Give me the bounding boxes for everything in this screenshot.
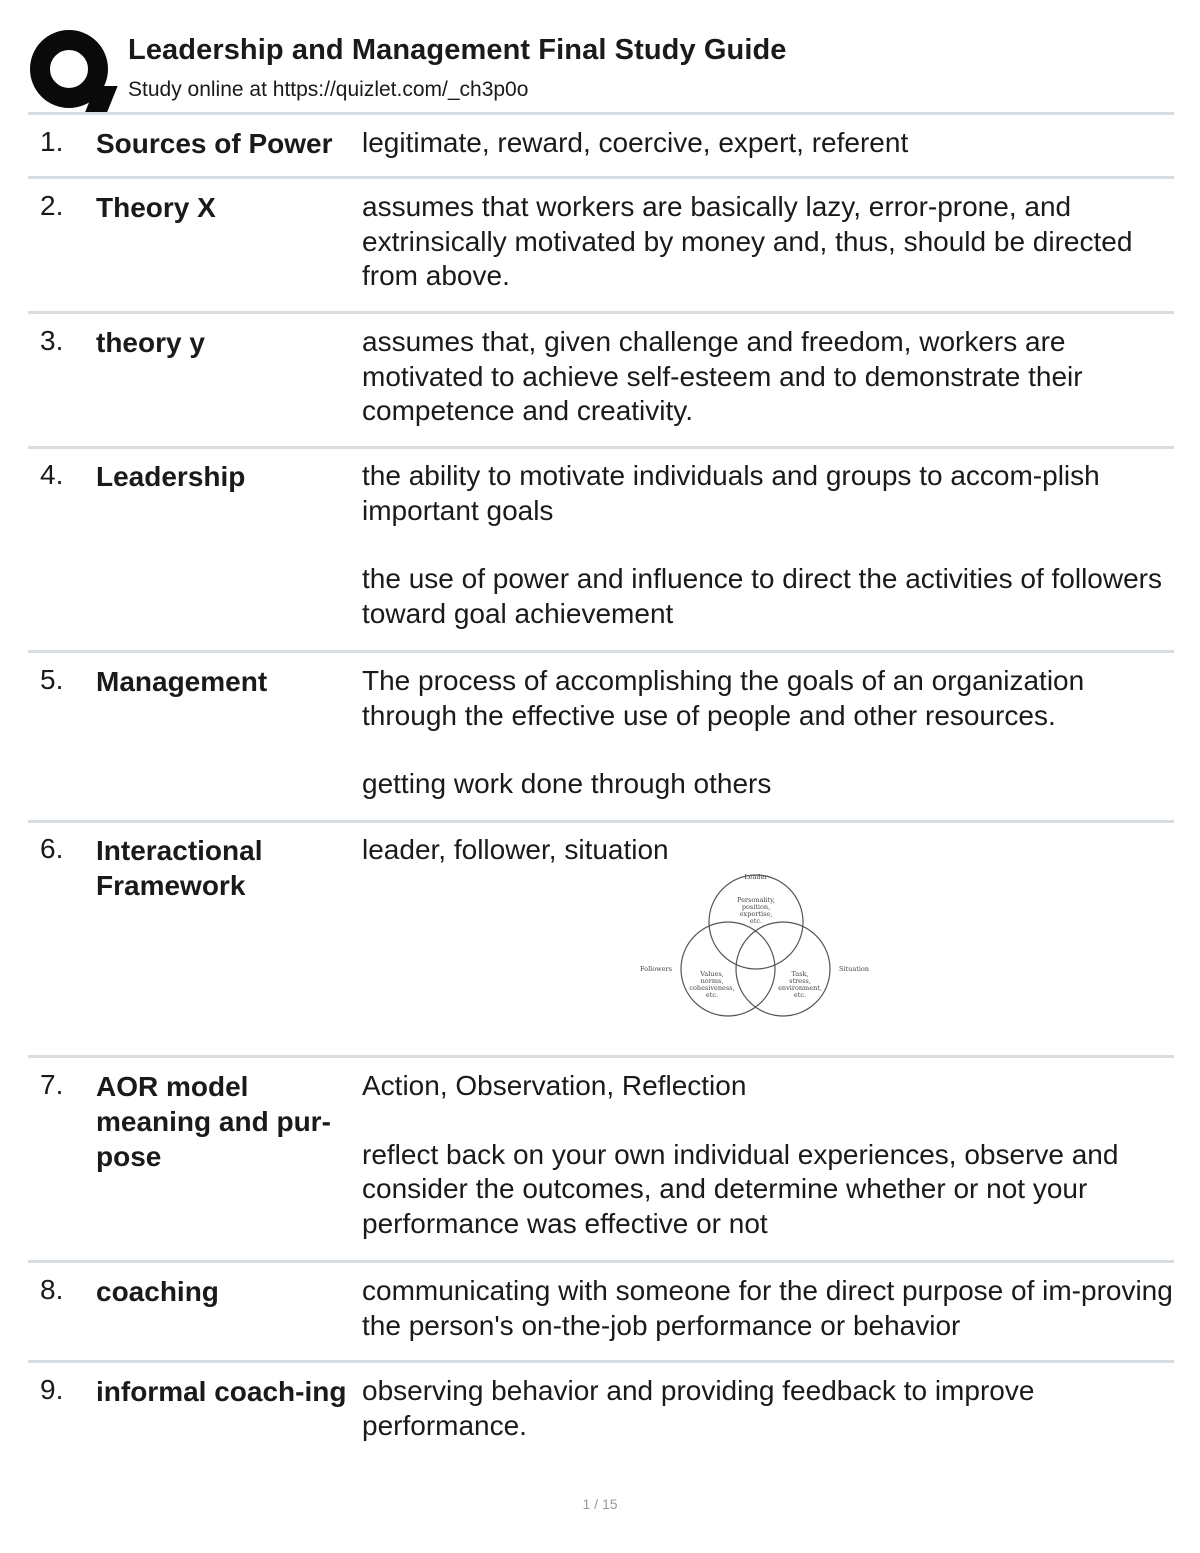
followers-text: Values, (700, 970, 724, 978)
definition-text: leader, follower, situation (362, 834, 669, 865)
entry-number: 2. (40, 190, 64, 221)
entry-number: 8. (40, 1274, 64, 1305)
entry-definition (362, 459, 1174, 631)
entry-definition (362, 126, 1174, 161)
entry-divider (28, 820, 1174, 823)
definition-text: assumes that, given challenge and freedom, workers are motivated to achieve self-esteem and to demonstrate their competence and creativity. (362, 326, 1083, 426)
document-header (28, 26, 1174, 114)
entry-definition (362, 325, 1174, 429)
entry-number: 4. (40, 459, 64, 490)
entry-definition (362, 190, 1174, 294)
entry-definition (362, 833, 1174, 868)
entry-term: Theory X (96, 192, 216, 223)
definition-text: getting work done through others (362, 768, 772, 799)
definition-text: legitimate, reward, coercive, expert, referent (362, 127, 909, 158)
interactional-framework-diagram (610, 868, 880, 1028)
entry-divider (28, 311, 1174, 314)
entry-term: AOR model meaning and pur-pose (96, 1071, 331, 1172)
entry-term: Sources of Power (96, 128, 333, 159)
entry-divider (28, 446, 1174, 449)
definition-text: communicating with someone for the direct purpose of im-proving the person's on-the-job performance or behavior (362, 1275, 1173, 1341)
entry-divider (28, 176, 1174, 179)
leader-text: Personality, (737, 896, 775, 904)
followers-label: Followers (640, 965, 672, 973)
entry-divider (28, 1055, 1174, 1058)
entry-number: 1. (40, 126, 64, 157)
entry-number: 6. (40, 833, 64, 864)
entry-term: theory y (96, 327, 205, 358)
followers-text: etc. (705, 991, 719, 999)
leader-text: position, (741, 903, 771, 911)
definition-text: observing behavior and providing feedback to improve performance. (362, 1375, 1035, 1441)
situation-text: environment, (778, 984, 822, 992)
entry-definition (362, 1374, 1174, 1443)
leader-label: Leader (744, 873, 768, 881)
document-title: Leadership and Management Final Study Guide (128, 34, 787, 66)
leader-text: expertise, (739, 910, 773, 918)
situation-text: etc. (793, 991, 807, 999)
entry-number: 5. (40, 664, 64, 695)
entry-term: informal coach-ing (96, 1376, 347, 1407)
entry-term: Interactional Framework (96, 835, 263, 901)
situation-text: stress, (789, 977, 811, 985)
entry-divider (28, 1360, 1174, 1363)
entry-divider (28, 1260, 1174, 1263)
definition-text: reflect back on your own individual experiences, observe and consider the outcomes, and determine whether or not your performance was effective or not (362, 1138, 1119, 1239)
entry-number: 7. (40, 1069, 64, 1100)
followers-text: norms, (700, 977, 724, 985)
document-subtitle: Study online at https://quizlet.com/_ch3p0o (128, 78, 529, 101)
entry-divider (28, 650, 1174, 653)
leader-text: etc. (749, 917, 763, 925)
entry-definition (362, 664, 1174, 802)
definition-text: Action, Observation, Reflection (362, 1070, 747, 1101)
entry-definition (362, 1274, 1174, 1343)
definition-text: the use of power and influence to direct the activities of followers toward goal achievement (362, 563, 1162, 629)
header-divider (28, 112, 1174, 115)
entry-term: Leadership (96, 461, 246, 492)
entry-number: 9. (40, 1374, 64, 1405)
definition-text: the ability to motivate individuals and groups to accom-plish important goals (362, 460, 1100, 526)
definition-text: assumes that workers are basically lazy, error-prone, and extrinsically motivated by money and, thus, should be directed from above. (362, 191, 1133, 291)
definition-text: The process of accomplishing the goals of an organization through the effective use of people and other resources. (362, 665, 1085, 731)
entry-number: 3. (40, 325, 64, 356)
followers-text: cohesiveness, (689, 984, 735, 992)
entry-definition (362, 1069, 1174, 1241)
situation-text: Task, (791, 970, 809, 978)
entry-term: Management (96, 666, 268, 697)
entry-term: coaching (96, 1276, 219, 1307)
page-number: 1 / 15 (582, 1496, 618, 1512)
situation-label: Situation (839, 965, 869, 973)
